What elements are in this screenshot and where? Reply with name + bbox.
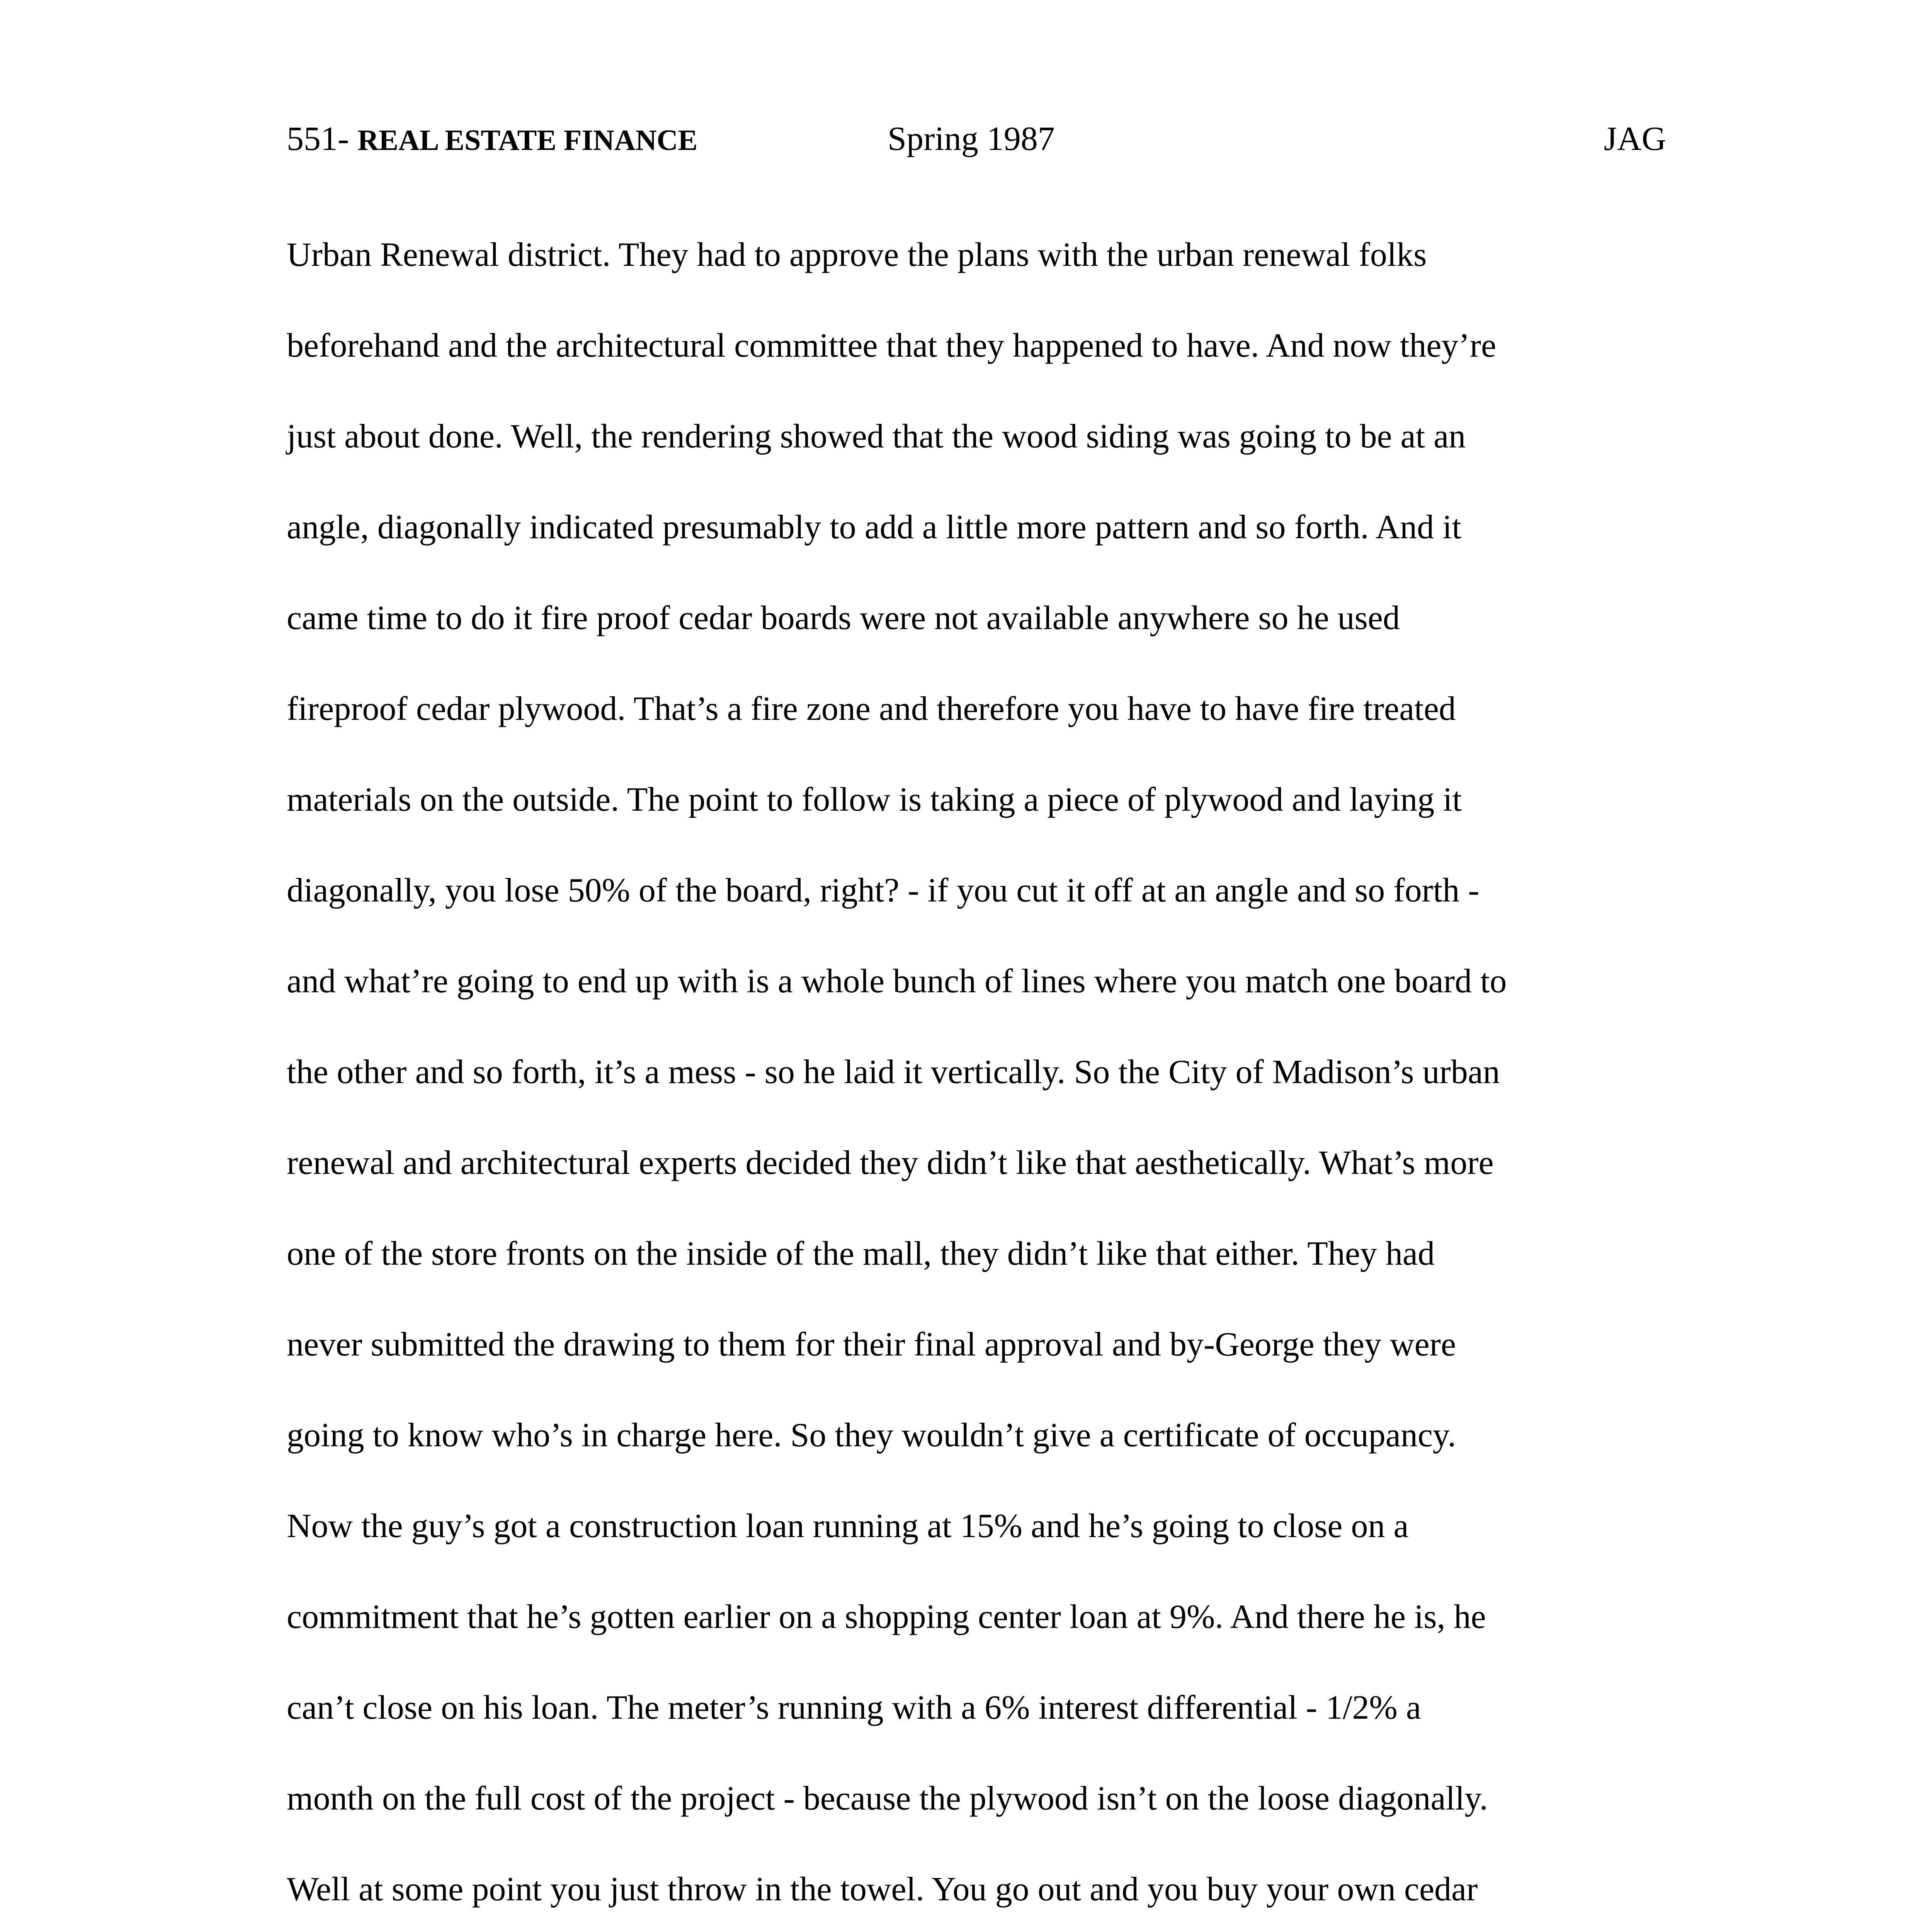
text-line: and what’re going to end up with is a whole bunch of lines where you match one board to xyxy=(287,963,1507,1000)
text-line: Well at some point you just throw in the towel. You go out and you buy your own cedar xyxy=(287,1871,1478,1908)
text-line: diagonally, you lose 50% of the board, right? - if you cut it off at an angle and so forth - xyxy=(287,872,1480,909)
term-label: Spring 1987 xyxy=(888,120,1055,158)
text-line: the other and so forth, it’s a mess - so he laid it vertically. So the City of Madison’s urban xyxy=(287,1053,1500,1091)
author-initials: JAG xyxy=(1604,120,1666,158)
text-line: can’t close on his loan. The meter’s running with a 6% interest differential - 1/2% a xyxy=(287,1689,1421,1726)
text-line: fireproof cedar plywood. That’s a fire zone and therefore you have to have fire treated xyxy=(287,690,1456,728)
body-text xyxy=(287,232,1678,1932)
text-line: one of the store fronts on the inside of the mall, they didn’t like that either. They had xyxy=(287,1235,1435,1272)
text-line: renewal and architectural experts decided they didn’t like that aesthetically. What’s more xyxy=(287,1144,1494,1182)
text-line: going to know who’s in charge here. So they wouldn’t give a certificate of occupancy. xyxy=(287,1417,1456,1454)
course-title: REAL ESTATE FINANCE xyxy=(357,124,698,156)
text-line: materials on the outside. The point to follow is taking a piece of plywood and laying it xyxy=(287,781,1462,818)
course-number: 551- xyxy=(287,120,358,158)
text-line: Now the guy’s got a construction loan running at 15% and he’s going to close on a xyxy=(287,1507,1409,1545)
text-line: came time to do it fire proof cedar boards were not available anywhere so he used xyxy=(287,599,1400,637)
course-heading xyxy=(287,116,697,163)
text-line: commitment that he’s gotten earlier on a shopping center loan at 9%. And there he is, he xyxy=(287,1598,1486,1636)
text-line: just about done. Well, the rendering showed that the wood siding was going to be at an xyxy=(287,418,1466,455)
text-line: beforehand and the architectural committee that they happened to have. And now they’re xyxy=(287,327,1497,364)
text-line: angle, diagonally indicated presumably to add a little more pattern and so forth. And it xyxy=(287,509,1462,546)
text-line: Urban Renewal district. They had to approve the plans with the urban renewal folks xyxy=(287,236,1427,274)
text-line: month on the full cost of the project - because the plywood isn’t on the loose diagonally. xyxy=(287,1780,1488,1817)
text-line: never submitted the drawing to them for their final approval and by-George they were xyxy=(287,1326,1456,1363)
page-header xyxy=(287,116,1666,162)
